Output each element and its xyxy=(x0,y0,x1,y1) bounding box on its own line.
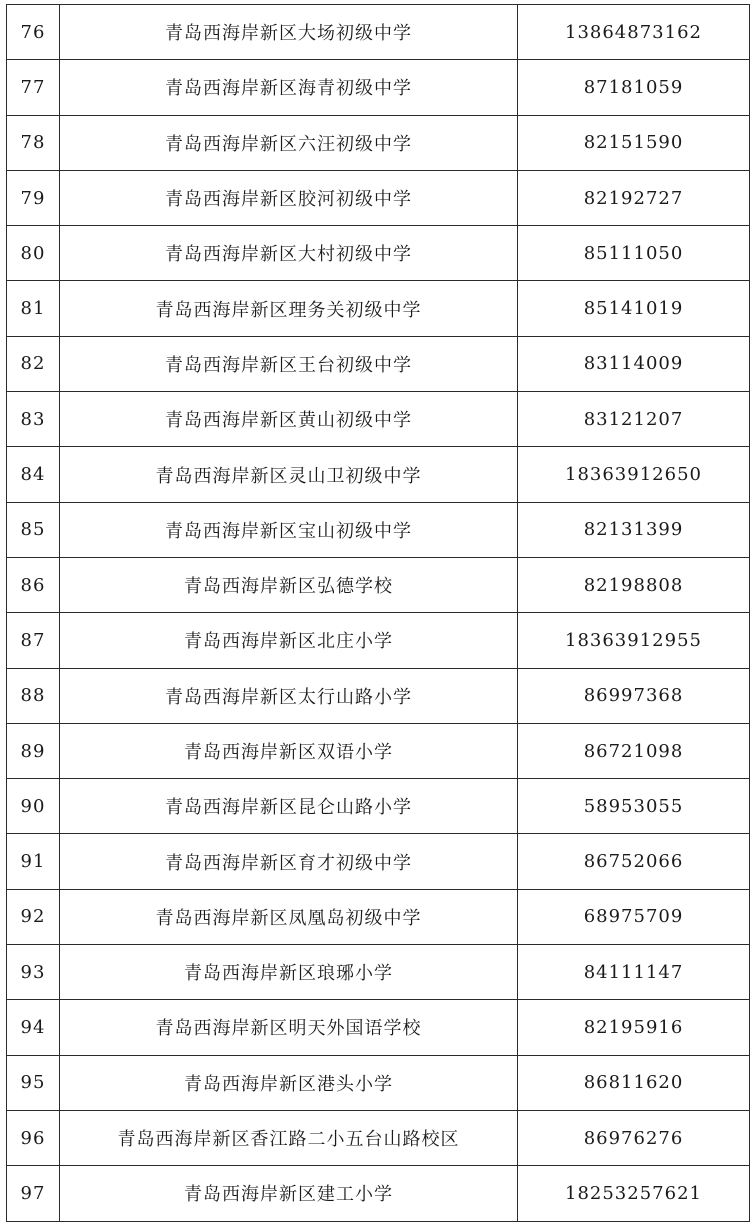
phone-number-cell: 84111147 xyxy=(518,945,750,1000)
school-name-cell: 青岛西海岸新区王台初级中学 xyxy=(60,336,518,391)
row-number-cell: 96 xyxy=(7,1110,60,1165)
school-name-cell: 青岛西海岸新区宝山初级中学 xyxy=(60,502,518,557)
row-number-cell: 81 xyxy=(7,281,60,336)
table-row xyxy=(7,557,750,612)
phone-number-cell: 83121207 xyxy=(518,392,750,447)
table-row xyxy=(7,1166,750,1221)
row-number-cell: 97 xyxy=(7,1166,60,1221)
school-name-cell: 青岛西海岸新区香江路二小五台山路校区 xyxy=(60,1110,518,1165)
school-name-cell: 青岛西海岸新区海青初级中学 xyxy=(60,60,518,115)
row-number-cell: 90 xyxy=(7,779,60,834)
row-number-cell: 79 xyxy=(7,170,60,225)
table-body xyxy=(7,5,750,1222)
school-name-cell: 青岛西海岸新区理务关初级中学 xyxy=(60,281,518,336)
phone-number-cell: 82151590 xyxy=(518,115,750,170)
phone-number-cell: 86976276 xyxy=(518,1110,750,1165)
table-row xyxy=(7,889,750,944)
table-row xyxy=(7,336,750,391)
table-row xyxy=(7,447,750,502)
school-name-cell: 青岛西海岸新区昆仑山路小学 xyxy=(60,779,518,834)
phone-number-cell: 85141019 xyxy=(518,281,750,336)
school-name-cell: 青岛西海岸新区育才初级中学 xyxy=(60,834,518,889)
table-row xyxy=(7,1055,750,1110)
table-row xyxy=(7,60,750,115)
phone-number-cell: 82131399 xyxy=(518,502,750,557)
table-row xyxy=(7,613,750,668)
phone-number-cell: 18253257621 xyxy=(518,1166,750,1221)
school-contact-sheet xyxy=(6,4,748,1222)
phone-number-cell: 82195916 xyxy=(518,1000,750,1055)
phone-number-cell: 86752066 xyxy=(518,834,750,889)
phone-number-cell: 87181059 xyxy=(518,60,750,115)
table-row xyxy=(7,5,750,60)
school-name-cell: 青岛西海岸新区大场初级中学 xyxy=(60,5,518,60)
school-name-cell: 青岛西海岸新区灵山卫初级中学 xyxy=(60,447,518,502)
table-row xyxy=(7,723,750,778)
table-row xyxy=(7,115,750,170)
table-row xyxy=(7,779,750,834)
school-name-cell: 青岛西海岸新区六汪初级中学 xyxy=(60,115,518,170)
row-number-cell: 92 xyxy=(7,889,60,944)
school-name-cell: 青岛西海岸新区大村初级中学 xyxy=(60,226,518,281)
row-number-cell: 78 xyxy=(7,115,60,170)
row-number-cell: 80 xyxy=(7,226,60,281)
phone-number-cell: 85111050 xyxy=(518,226,750,281)
row-number-cell: 91 xyxy=(7,834,60,889)
row-number-cell: 86 xyxy=(7,557,60,612)
row-number-cell: 95 xyxy=(7,1055,60,1110)
phone-number-cell: 13864873162 xyxy=(518,5,750,60)
row-number-cell: 84 xyxy=(7,447,60,502)
table-row xyxy=(7,281,750,336)
row-number-cell: 87 xyxy=(7,613,60,668)
row-number-cell: 89 xyxy=(7,723,60,778)
phone-number-cell: 86721098 xyxy=(518,723,750,778)
school-name-cell: 青岛西海岸新区弘德学校 xyxy=(60,557,518,612)
table-row xyxy=(7,226,750,281)
school-name-cell: 青岛西海岸新区双语小学 xyxy=(60,723,518,778)
row-number-cell: 94 xyxy=(7,1000,60,1055)
row-number-cell: 88 xyxy=(7,668,60,723)
school-name-cell: 青岛西海岸新区港头小学 xyxy=(60,1055,518,1110)
phone-number-cell: 86997368 xyxy=(518,668,750,723)
phone-number-cell: 82192727 xyxy=(518,170,750,225)
table-row xyxy=(7,668,750,723)
phone-number-cell: 83114009 xyxy=(518,336,750,391)
school-name-cell: 青岛西海岸新区北庄小学 xyxy=(60,613,518,668)
table-row xyxy=(7,834,750,889)
row-number-cell: 77 xyxy=(7,60,60,115)
table-row xyxy=(7,502,750,557)
phone-number-cell: 86811620 xyxy=(518,1055,750,1110)
school-name-cell: 青岛西海岸新区黄山初级中学 xyxy=(60,392,518,447)
row-number-cell: 85 xyxy=(7,502,60,557)
table-row xyxy=(7,945,750,1000)
school-name-cell: 青岛西海岸新区琅琊小学 xyxy=(60,945,518,1000)
table-row xyxy=(7,1000,750,1055)
phone-number-cell: 58953055 xyxy=(518,779,750,834)
school-name-cell: 青岛西海岸新区明天外国语学校 xyxy=(60,1000,518,1055)
school-name-cell: 青岛西海岸新区凤凰岛初级中学 xyxy=(60,889,518,944)
school-name-cell: 青岛西海岸新区太行山路小学 xyxy=(60,668,518,723)
table-row xyxy=(7,392,750,447)
row-number-cell: 82 xyxy=(7,336,60,391)
school-name-cell: 青岛西海岸新区建工小学 xyxy=(60,1166,518,1221)
school-name-cell: 青岛西海岸新区胶河初级中学 xyxy=(60,170,518,225)
phone-number-cell: 18363912955 xyxy=(518,613,750,668)
row-number-cell: 83 xyxy=(7,392,60,447)
row-number-cell: 93 xyxy=(7,945,60,1000)
phone-number-cell: 82198808 xyxy=(518,557,750,612)
row-number-cell: 76 xyxy=(7,5,60,60)
phone-number-cell: 68975709 xyxy=(518,889,750,944)
table-row xyxy=(7,1110,750,1165)
school-contact-table xyxy=(6,4,750,1222)
table-row xyxy=(7,170,750,225)
phone-number-cell: 18363912650 xyxy=(518,447,750,502)
